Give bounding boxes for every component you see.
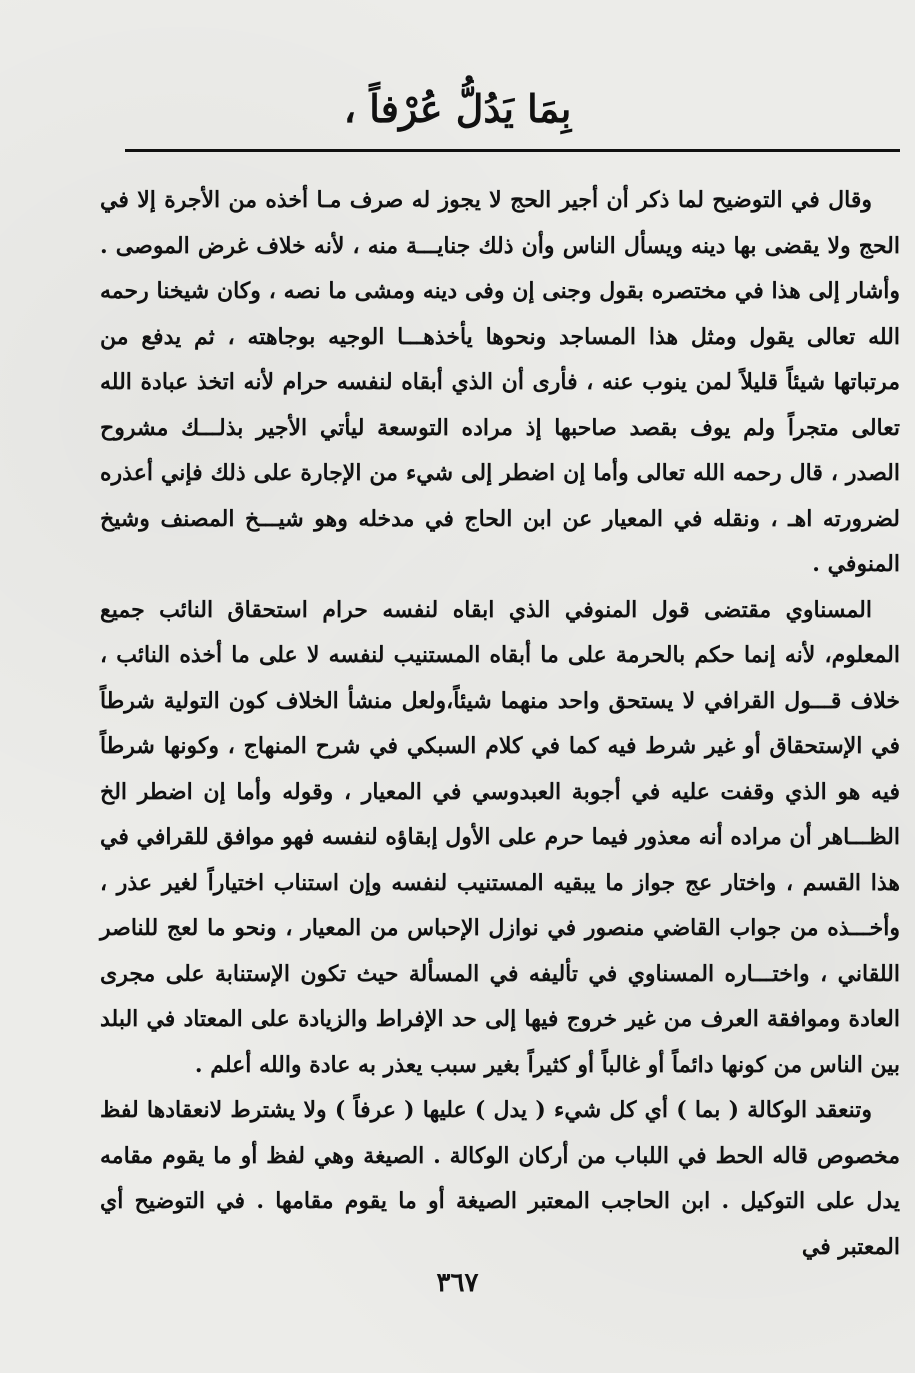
page-number: ٣٦٧ <box>436 1268 479 1298</box>
paragraph-wakala: وتنعقد الوكالة ( بما ) أي كل شيء ( يدل ) عليها ( عرفاً ) ولا يشترط لانعقادها لفظ مخصوص قاله الحط في اللباب من أركان الوكالة . الصيغة وهي لفظ أو ما يقوم مقامه يدل على التوكيل . ابن الحاجب المعتبر الصيغة أو ما يقوم مقامها . في التوضيح أي المعتبر في <box>100 1097 900 1260</box>
header-divider <box>125 149 900 152</box>
paragraph-misnawi: المسناوي مقتضى قول المنوفي الذي ابقاه لنفسه حرام استحقاق النائب جميع المعلوم، لأنه إنما حكم بالحرمة على ما أبقاه المستنيب لنفسه لا على ما أخذه النائب ، خلاف قـــول القرافي لا يستحق واحد منهما شيئاً،ولعل منشأ الخلاف كون التولية شرطاً في الإستحقاق أو غير شرط فيه كما في كلام السبكي في شرح المنهاج ، وكونها شرطاً فيه هو الذي وقفت عليه في أجوبة العبدوسي في المعيار ، وقوله وأما إن اضطر الخ الظـــاهر أن مراده أنه معذور فيما حرم على الأول إبقاؤه لنفسه فهو موافق للقرافي في هذا القسم ، واختار عج جواز ما يبقيه المستنيب لنفسه وإن استناب اختياراً لغير عذر ، وأخـــذه من جواب القاضي منصور في نوازل الإحباس من المعيار ، ونحو ما لعج للناصر اللقاني ، واختـــاره المسناوي في تأليفه في المسألة حيث تكون الإستنابة على مجرى العادة وموافقة العرف من غير خروج فيها إلى حد الإفراط والزيادة على المعتاد في البلد بين الناس من كونها دائماً أو غالباً أو كثيراً بغير سبب يعذر به عادة والله أعلم . <box>99 596 900 1078</box>
main-text-body <box>100 178 900 1270</box>
page-header-title: بِمَا يَدُلُّ عُرْفاً ، <box>343 86 572 131</box>
paragraph-tawdih: وقال في التوضيح لما ذكر أن أجير الحج لا يجوز له صرف مـا أخذه من الأجرة إلا في الحج ولا يقضى بها دينه ويسأل الناس وأن ذلك جنايـــة منه ، لأنه خلاف غرض الموصى . وأشار إلى هذا في مختصره بقول وجنى إن وفى دينه ومشى ما نصه ، وكان شيخنا رحمه الله تعالى يقول ومثل هذا المساجد ونحوها يأخذهـــا الوجيه بوجاهته ، ثم يدفع من مرتباتها شيئاً قليلاً لمن ينوب عنه ، فأرى أن الذي أبقاه لنفسه حرام لأنه اتخذ عبادة الله تعالى متجراً ولم يوف بقصد صاحبها إذ مراده التوسعة ليأتي الأجير بذلـــك مشروح الصدر ، قال رحمه الله تعالى وأما إن اضطر إلى شيء من الإجارة على ذلك فإني أعذره لضرورته اهـ ، ونقله في المعيار عن ابن الحاج في مدخله وهو شيـــخ المصنف وشيخ المنوفي . <box>100 187 900 577</box>
